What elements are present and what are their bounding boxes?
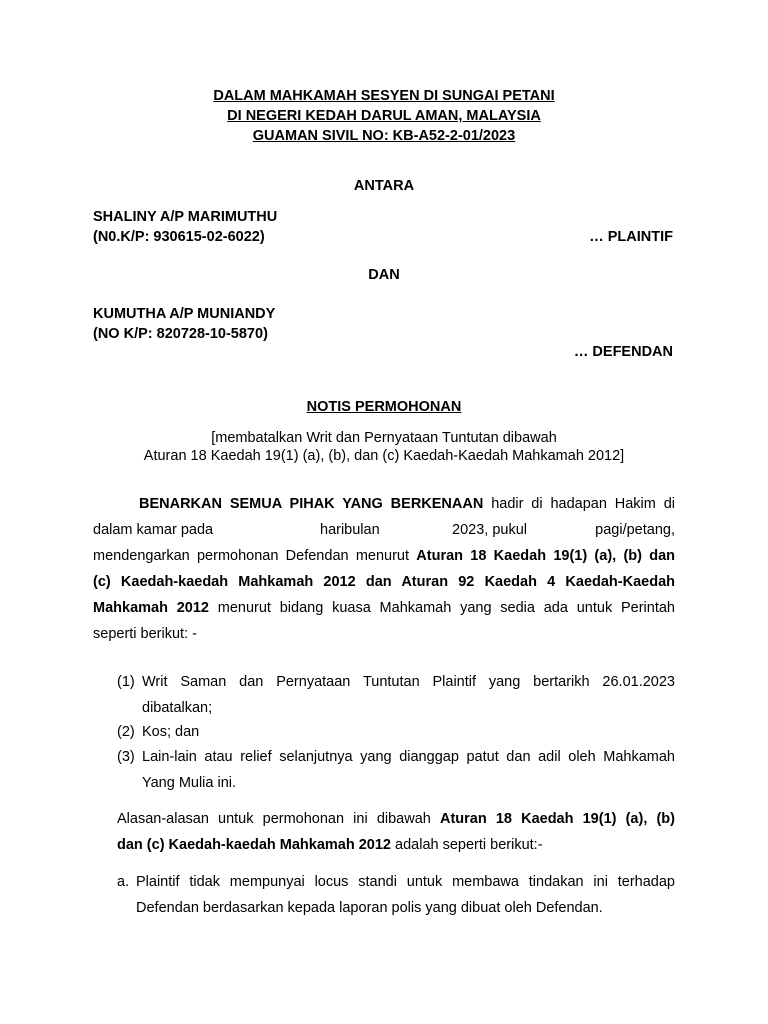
paragraph-1-line-2 xyxy=(93,517,675,543)
order-number: (2) xyxy=(117,724,135,740)
plaintiff-id: (N0.K/P: 930615-02-6022) xyxy=(93,229,265,245)
paragraph-1-bold-3: Aturan 18 Kaedah 19(1) (a), (b) dan xyxy=(416,548,675,564)
order-number: (3) xyxy=(117,749,135,765)
year-time-label: 2023, pukul xyxy=(452,522,527,538)
paragraph-1-text-1: hadir di hadapan Hakim di xyxy=(483,496,676,512)
grounds-intro-bold-2: dan (c) Kaedah-kaedah Mahkamah 2012 xyxy=(117,837,391,853)
paragraph-1-bold-5: Mahkamah 2012 xyxy=(93,600,209,616)
paragraph-1-line-5 xyxy=(93,595,675,621)
antara-label: ANTARA xyxy=(353,178,415,194)
paragraph-1-bold-opening: BENARKAN SEMUA PIHAK YANG BERKENAAN xyxy=(139,496,484,512)
court-location: DI NEGERI KEDAH DARUL AMAN, MALAYSIA xyxy=(227,108,541,124)
order-text: Kos; dan xyxy=(142,724,200,740)
list-item xyxy=(117,669,675,721)
order-number: (1) xyxy=(117,674,135,690)
plaintiff-role: … PLAINTIF xyxy=(589,229,673,245)
order-text: Lain-lain atau relief selanjutnya yang dianggap patut dan adil oleh Mahkamah Yang Mulia ini. xyxy=(142,749,675,791)
court-name: DALAM MAHKAMAH SESYEN DI SUNGAI PETANI xyxy=(213,88,555,104)
list-item xyxy=(117,744,675,796)
grounds-intro xyxy=(117,806,675,858)
list-item xyxy=(117,719,675,745)
paragraph-1-line-6: seperti berikut: - xyxy=(93,626,197,642)
paragraph-1-text-5: menurut bidang kuasa Mahkamah yang sedia ada untuk Perintah xyxy=(208,600,675,616)
date-blank-label: dalam kamar pada xyxy=(93,522,214,538)
paragraph-1-line-3 xyxy=(93,543,675,569)
paragraph-1 xyxy=(93,491,675,647)
defendant-role: … DEFENDAN xyxy=(573,344,673,360)
grounds-intro-bold-1: Aturan 18 Kaedah 19(1) (a), (b) xyxy=(439,811,675,827)
ground-text: Plaintif tidak mempunyai locus standi untuk membawa tindakan ini terhadap Defendan berdasarkan kepada laporan polis yang dibuat oleh Defendan. xyxy=(136,874,675,916)
notice-subtitle-line2: Aturan 18 Kaedah 19(1) (a), (b), dan (c) Kaedah-Kaedah Mahkamah 2012] xyxy=(143,448,625,464)
notice-subtitle-line1: [membatalkan Writ dan Pernyataan Tuntutan dibawah xyxy=(211,430,557,446)
defendant-id: (NO K/P: 820728-10-5870) xyxy=(93,326,268,342)
defendant-name: KUMUTHA A/P MUNIANDY xyxy=(93,306,276,322)
ground-letter: a. xyxy=(117,874,130,890)
paragraph-1-line-1 xyxy=(93,491,675,517)
case-number: GUAMAN SIVIL NO: KB-A52-2-01/2023 xyxy=(252,128,516,144)
order-text: Writ Saman dan Pernyataan Tuntutan Plaintif yang bertarikh 26.01.2023 dibatalkan; xyxy=(142,674,675,716)
grounds-intro-line-1 xyxy=(117,806,675,832)
notice-title: NOTIS PERMOHONAN xyxy=(306,399,462,415)
haribulan-label: haribulan xyxy=(320,522,380,538)
paragraph-1-line-4: (c) Kaedah-kaedah Mahkamah 2012 dan Aturan 92 Kaedah 4 Kaedah-Kaedah xyxy=(93,574,675,590)
plaintiff-name: SHALINY A/P MARIMUTHU xyxy=(93,209,278,225)
pagi-petang-label: pagi/petang, xyxy=(595,522,675,538)
grounds-intro-line-2 xyxy=(117,832,675,858)
grounds-intro-text: Alasan-alasan untuk permohonan ini dibawah xyxy=(117,811,440,827)
grounds-intro-text-2: adalah seperti berikut:- xyxy=(391,837,543,853)
list-item xyxy=(117,869,675,921)
dan-label: DAN xyxy=(368,267,400,283)
paragraph-1-text-3: mendengarkan permohonan Defendan menurut xyxy=(93,548,417,564)
